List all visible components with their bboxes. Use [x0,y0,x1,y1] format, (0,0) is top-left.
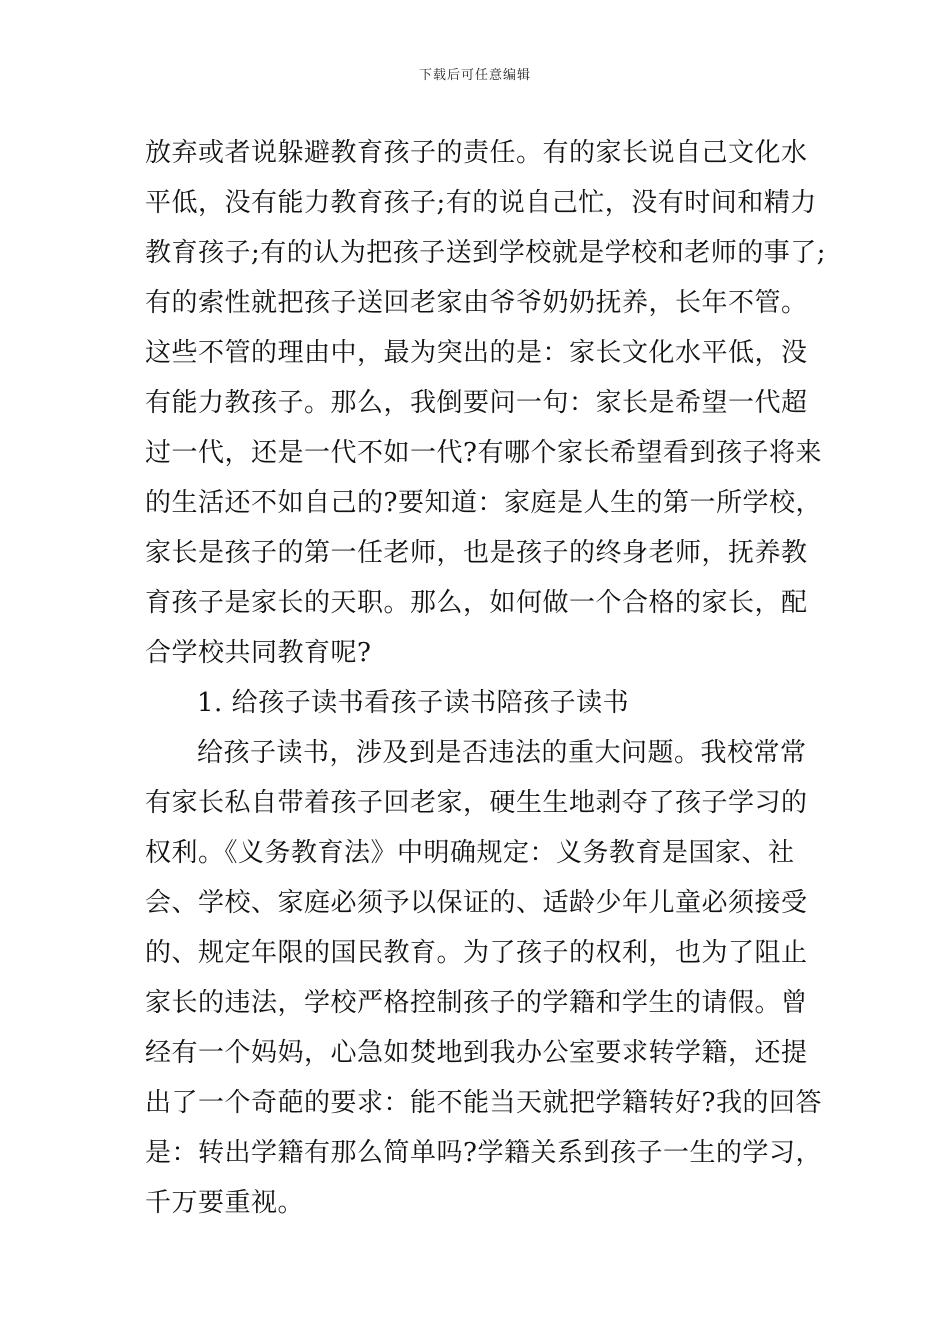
paragraph-line: 出了一个奇葩的要求：能不能当天就把学籍转好?我的回答 [145,1088,822,1118]
paragraph-line: 的、规定年限的国民教育。为了孩子的权利，也为了阻止 [145,938,808,968]
paragraph-line: 会、学校、家庭必须予以保证的、适龄少年儿童必须接受 [145,888,808,918]
paragraph-line: 平低，没有能力教育孩子;有的说自己忙，没有时间和精力 [145,188,817,218]
paragraph-line: 过一代，还是一代不如一代?有哪个家长希望看到孩子将来 [145,438,822,468]
header-note: 下载后可任意编辑 [418,68,531,83]
paragraph-line: 经有一个妈妈，心急如焚地到我办公室要求转学籍，还提 [145,1038,808,1068]
paragraph-line: 有的索性就把孩子送回老家由爷爷奶奶抚养，长年不管。 [145,288,808,318]
document-body [145,128,827,1228]
paragraph-line: 育孩子是家长的天职。那么，如何做一个合格的家长，配 [145,588,808,618]
paragraph-line: 这些不管的理由中，最为突出的是：家长文化水平低，没 [145,338,808,368]
paragraph-line: 是：转出学籍有那么简单吗?学籍关系到孩子一生的学习， [145,1138,822,1168]
paragraph-line: 家长是孩子的第一任老师，也是孩子的终身老师，抚养教 [145,538,808,568]
paragraph-line: 有能力教孩子。那么，我倒要问一句：家长是希望一代超 [145,388,808,418]
paragraph-line: 权利。《义务教育法》中明确规定：义务教育是国家、社 [145,838,795,868]
paragraph-line: 千万要重视。 [145,1188,305,1218]
paragraph-line: 给孩子读书，涉及到是否违法的重大问题。我校常常 [197,738,807,768]
section-heading: 1. 给孩子读书看孩子读书陪孩子读书 [197,688,630,718]
paragraph-line: 教育孩子;有的认为把孩子送到学校就是学校和老师的事了; [145,238,827,268]
paragraph-line: 有家长私自带着孩子回老家，硬生生地剥夺了孩子学习的 [145,788,808,818]
paragraph-line: 的生活还不如自己的?要知道：家庭是人生的第一所学校， [145,488,822,518]
paragraph-line: 家长的违法，学校严格控制孩子的学籍和学生的请假。曾 [145,988,808,1018]
paragraph-line: 放弃或者说躲避教育孩子的责任。有的家长说自己文化水 [145,138,808,168]
paragraph-line: 合学校共同教育呢? [145,638,372,668]
